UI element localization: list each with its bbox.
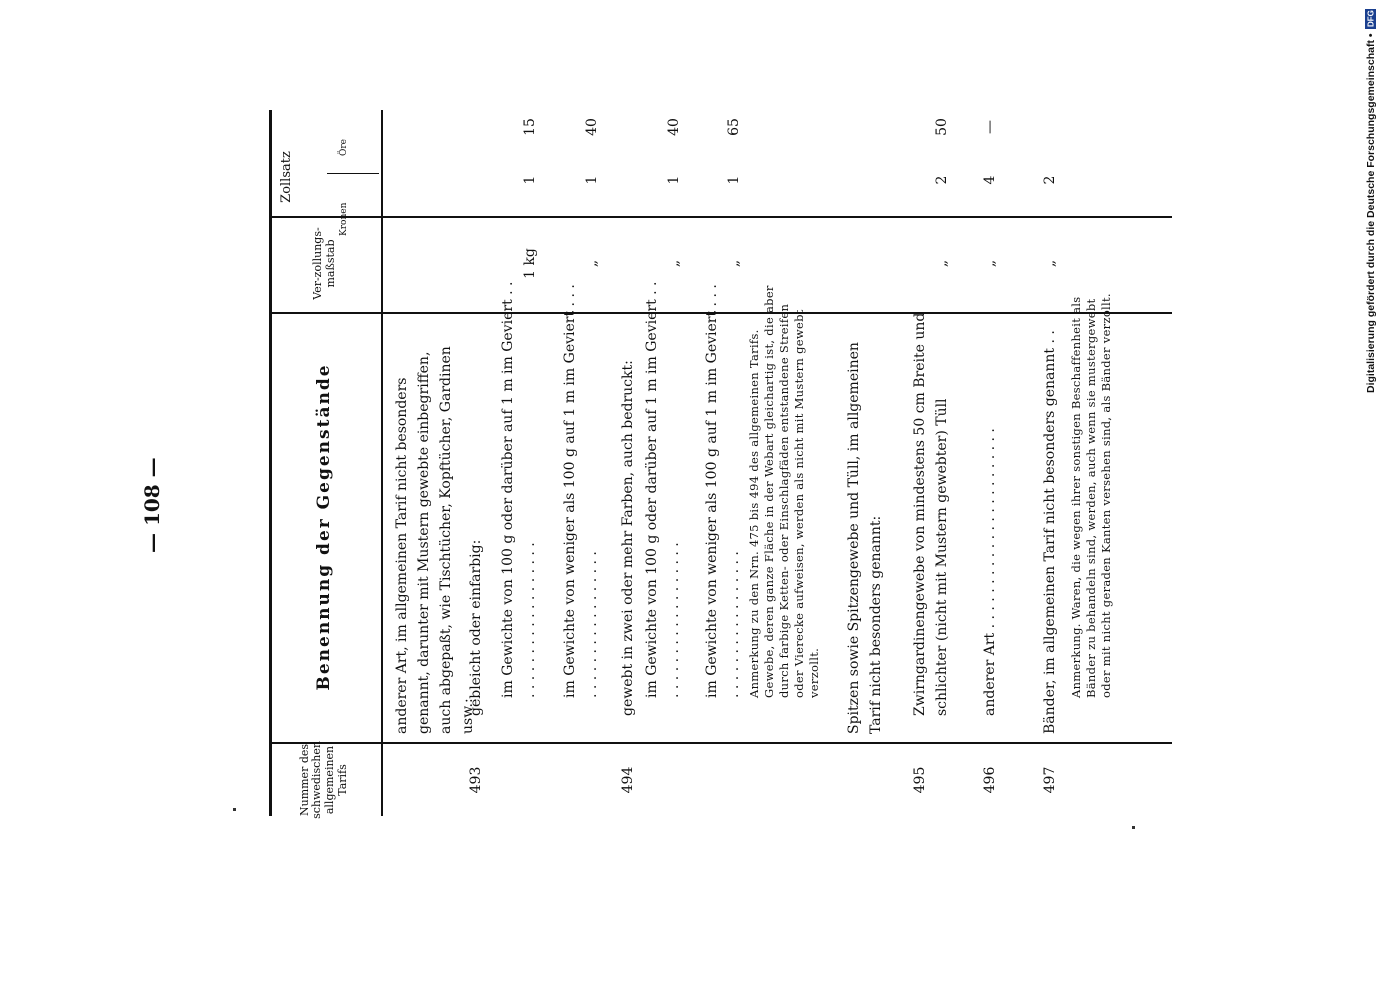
row-ore: 40 bbox=[666, 118, 682, 136]
row-text: im Gewichte von weniger als 100 g auf 1 m im Geviert . . . . . . . . . . . . . . . . . . . . bbox=[562, 284, 600, 698]
row-basis: „ bbox=[584, 259, 600, 268]
row-text: gewebt in zwei oder mehr Farben, auch bedruckt: bbox=[620, 360, 636, 716]
header-ore: Öre bbox=[339, 138, 349, 156]
tariff-table bbox=[269, 110, 1172, 819]
header-tariff-no: Nummer des schwedischen allgemeinen Tarifs bbox=[297, 741, 349, 819]
row-kronen: 1 bbox=[666, 175, 682, 185]
row-number: 495 bbox=[912, 766, 928, 794]
row-number: 496 bbox=[982, 766, 998, 794]
row-text: anderer Art . . . . . . . . . . . . . . . . . . . . . . . bbox=[982, 428, 998, 716]
row-text: im Gewichte von 100 g oder darüber auf 1 m im Geviert . . . . . . . . . . . . . . . . . . . . bbox=[500, 281, 538, 698]
row-basis: 1 kg bbox=[522, 248, 538, 279]
scan-speck bbox=[233, 808, 236, 811]
row-kronen: 2 bbox=[1042, 175, 1058, 185]
rate-divider bbox=[327, 173, 379, 174]
row-text: Bänder, im allgemeinen Tarif nicht besonders genannt . . bbox=[1042, 330, 1058, 734]
row-basis: „ bbox=[1042, 259, 1058, 268]
column-divider bbox=[269, 742, 1172, 744]
row-note: Anmerkung zu den Nrn. 475 bis 494 des allgemeinen Tarifs. Gewebe, deren ganze Fläche in der Webart gleichartig ist, die aber durch farbige Ketten- oder Einschlagfäden entstandene Streifen oder Vierecke aufweisen, werden als nicht mit Mustern gewebt verzollt. bbox=[747, 285, 821, 698]
row-basis: „ bbox=[982, 259, 998, 268]
row-number: 493 bbox=[468, 766, 484, 794]
row-basis: „ bbox=[666, 259, 682, 268]
row-kronen: 4 bbox=[982, 175, 998, 185]
page-number: — 108 — bbox=[140, 457, 164, 553]
row-kronen: 1 bbox=[584, 175, 600, 185]
row-text: Zwirngardinengewebe von mindestens 50 cm Breite und schlichter (nicht mit Mustern gewebter) Tüll bbox=[912, 312, 950, 716]
row-text: im Gewichte von weniger als 100 g auf 1 m im Geviert . . . . . . . . . . . . . . . . . . . . bbox=[704, 284, 742, 698]
footer-credit bbox=[1360, 8, 1382, 393]
row-ore: 65 bbox=[726, 118, 742, 136]
row-ore: — bbox=[982, 120, 998, 134]
header-basis: Ver-zollungs-maßstab bbox=[310, 227, 337, 300]
row-note: Anmerkung. Waren, die wegen ihrer sonstigen Beschaffenheit als Bänder zu behandeln sind, werden, auch wenn sie mustergewebt oder mit nicht geraden Kanten versehen sind, als Bänder verzollt. bbox=[1069, 293, 1113, 698]
row-text: im Gewichte von 100 g oder darüber auf 1 m im Geviert . . . . . . . . . . . . . . . . . . . . bbox=[644, 281, 682, 698]
column-divider bbox=[269, 216, 1172, 218]
header-rate-title: Zollsatz bbox=[279, 151, 294, 203]
header-rate bbox=[269, 110, 379, 244]
row-ore: 40 bbox=[584, 118, 600, 136]
row-text: gebleicht oder einfarbig: bbox=[468, 539, 484, 716]
row-basis: „ bbox=[726, 259, 742, 268]
header-description: Benennung der Gegenstände bbox=[314, 363, 334, 691]
row-number: 494 bbox=[620, 766, 636, 794]
row-ore: 15 bbox=[522, 118, 538, 136]
footer-credit-text: Digitalisierung gefördert durch die Deutsche Forschungsgemeinschaft • bbox=[1365, 33, 1377, 393]
row-ore: 50 bbox=[934, 118, 950, 136]
row-kronen: 1 bbox=[726, 175, 742, 185]
row-kronen: 2 bbox=[934, 175, 950, 185]
scan-speck bbox=[1132, 826, 1135, 829]
dfg-logo: DFG bbox=[1366, 10, 1376, 28]
header-kronen: Kronen bbox=[339, 202, 349, 236]
row-number: 497 bbox=[1042, 766, 1058, 794]
row-text: anderer Art, im allgemeinen Tarif nicht besonders genannt, darunter mit Mustern gewebte einbegriffen, auch abgepaßt, wie Tischtücher, Kopftücher, Gardinen usw.: bbox=[394, 346, 476, 734]
row-basis: „ bbox=[934, 259, 950, 268]
row-text: Spitzen sowie Spitzengewebe und Tüll, im allgemeinen Tarif nicht besonders genannt: bbox=[846, 342, 884, 734]
row-kronen: 1 bbox=[522, 175, 538, 185]
